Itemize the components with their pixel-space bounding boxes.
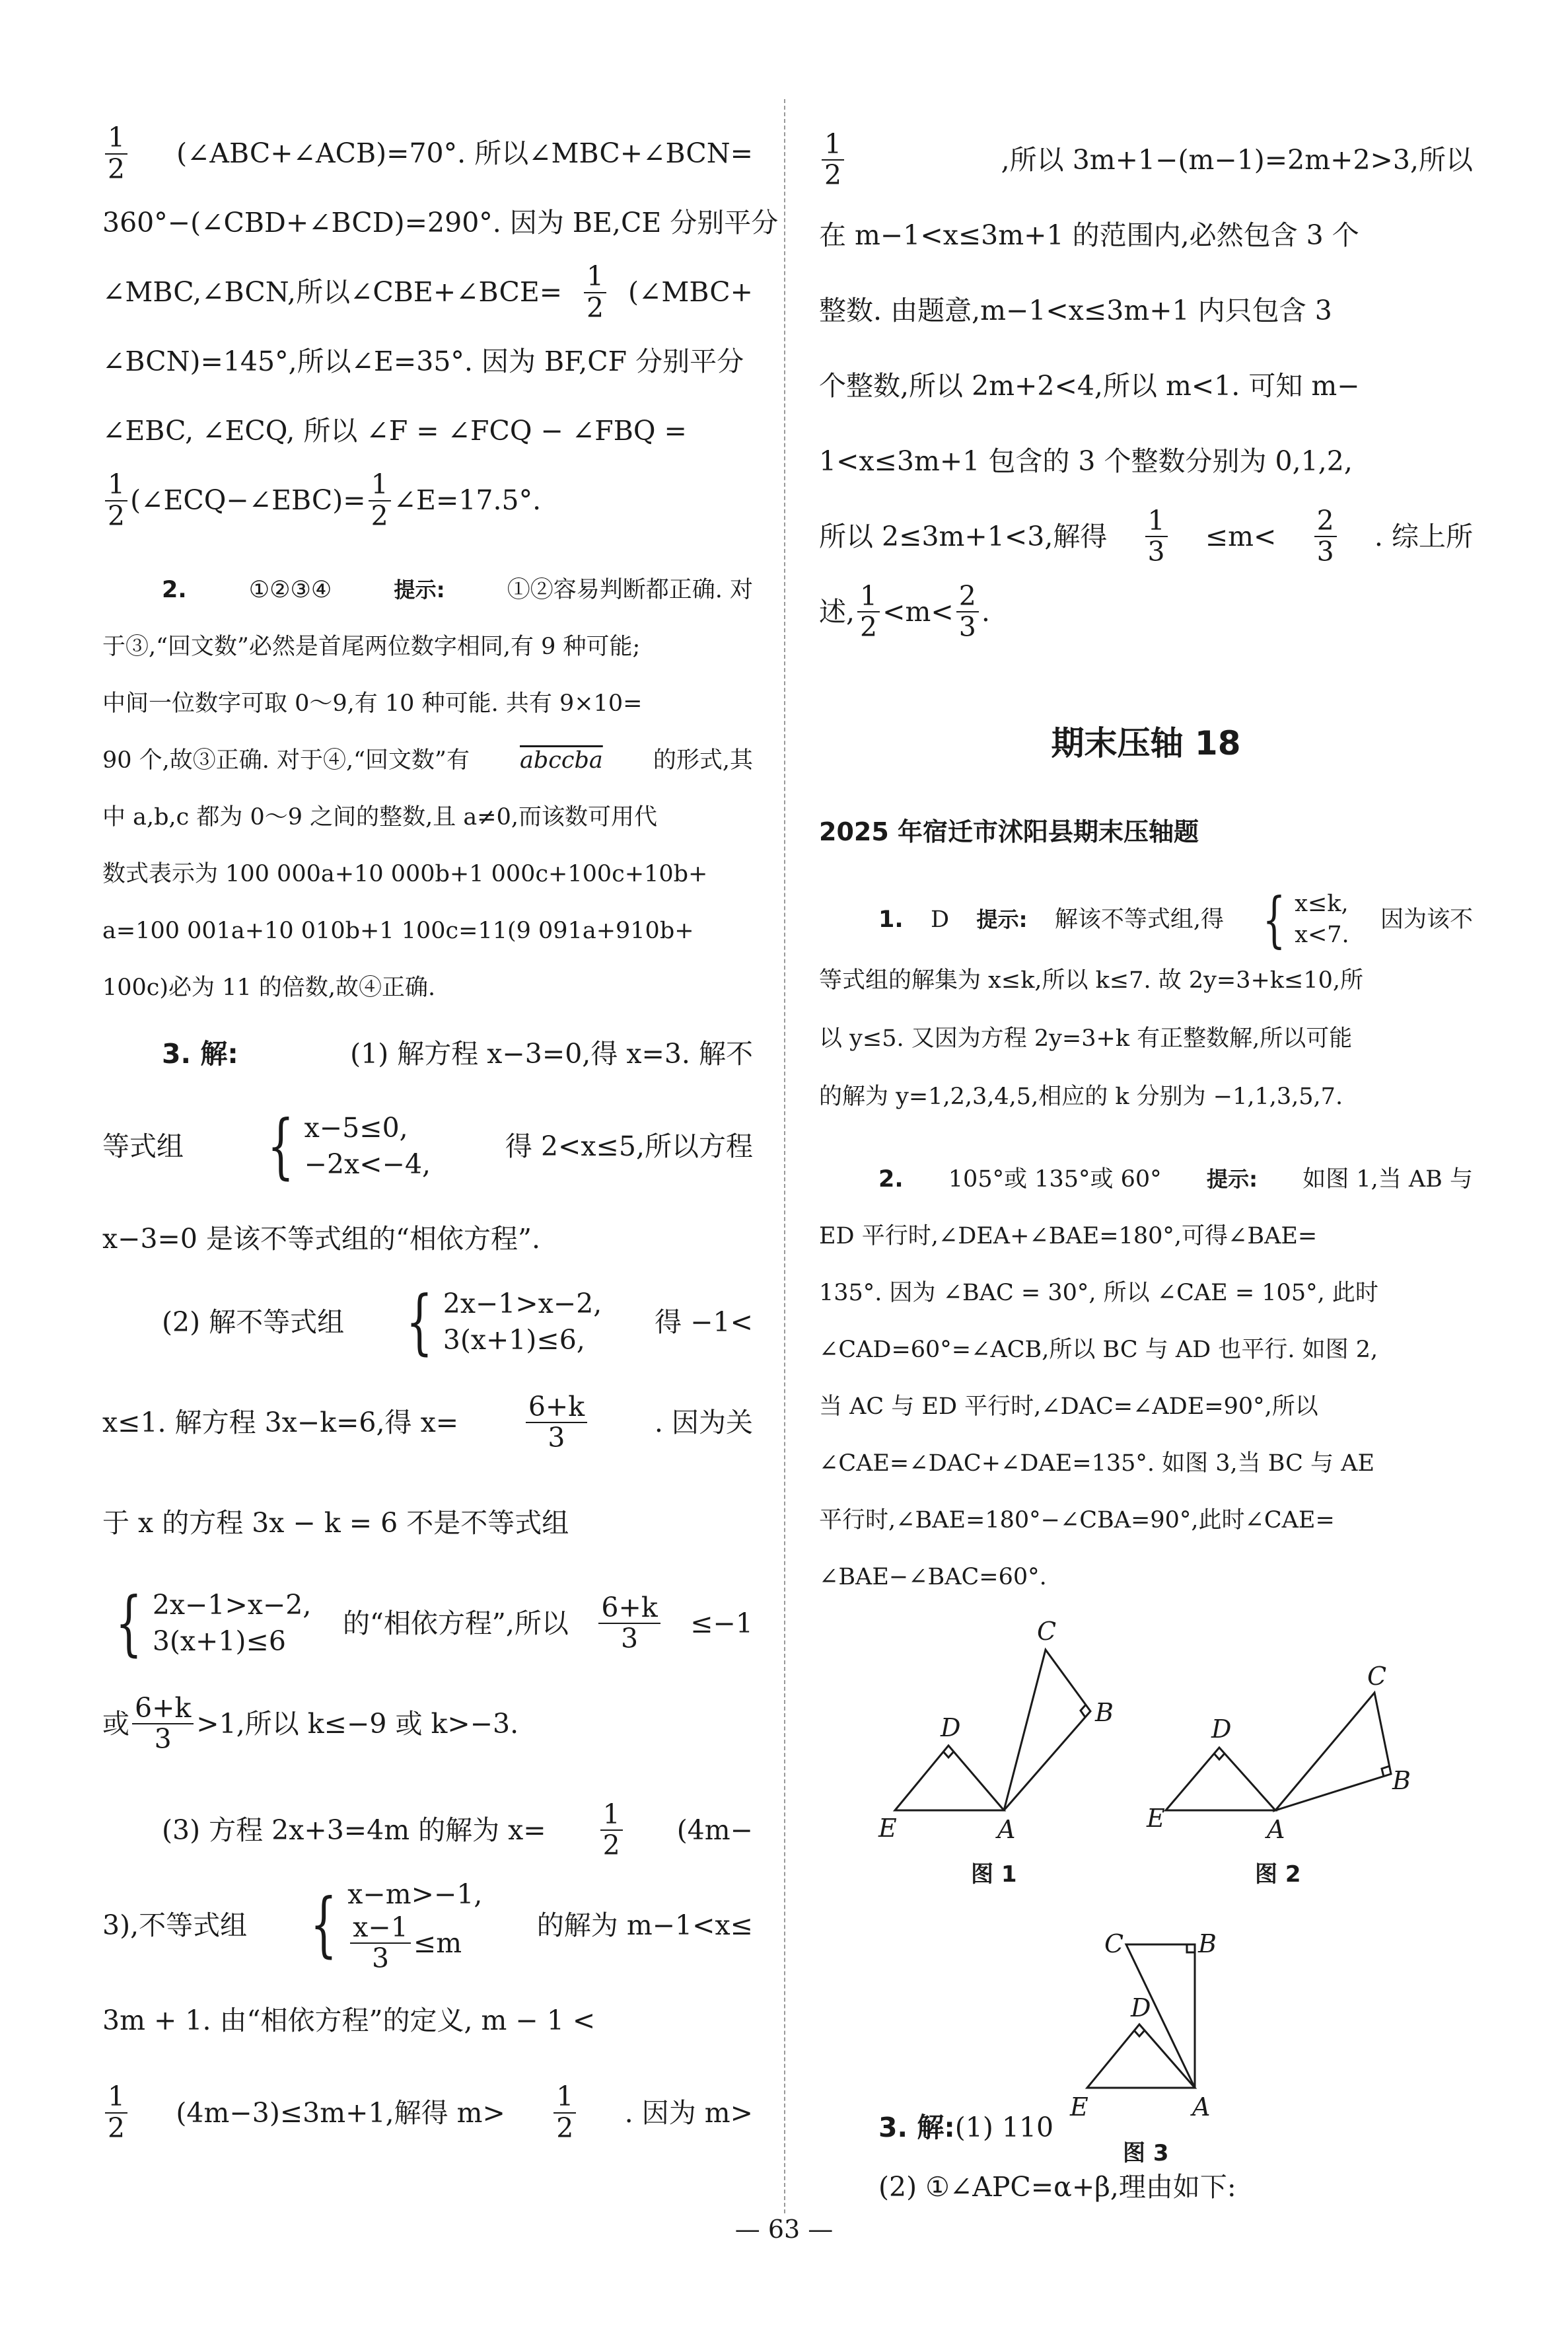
geometry-figures xyxy=(859,1599,1453,2180)
text-run: D xyxy=(930,906,950,934)
text-line xyxy=(819,1321,1473,1378)
text-run: 3(x+1)≤6 xyxy=(152,1625,286,1657)
text-line xyxy=(102,789,753,846)
text-run: 因为该不 xyxy=(1380,906,1473,934)
text-run: . xyxy=(981,596,990,628)
text-run: 在 m−1<x≤3m+1 的范围内,必然包含 3 个 xyxy=(819,219,1359,251)
fraction-denominator: 2 xyxy=(556,2112,574,2144)
svg-text:D: D xyxy=(1131,1993,1151,2022)
text-run: 述, xyxy=(819,596,855,628)
right-angle-mark xyxy=(1214,1753,1225,1759)
svg-text:D: D xyxy=(1211,1715,1232,1744)
text-run: 等式组的解集为 x≤k,所以 k≤7. 故 2y=3+k≤10,所 xyxy=(819,967,1363,994)
system-row xyxy=(1295,920,1349,951)
text-line xyxy=(819,348,1473,424)
answer-block-angles xyxy=(102,119,779,535)
text-run: ED 平行时,∠DEA+∠BAE=180°,可得∠BAE= xyxy=(819,1223,1318,1249)
text-line xyxy=(819,2098,1473,2157)
fraction xyxy=(956,581,979,642)
fraction-numerator: 1 xyxy=(105,470,127,501)
text-run: ①②容易判断都正确. 对 xyxy=(507,577,753,603)
fraction-denominator: 2 xyxy=(371,499,388,532)
fraction xyxy=(822,129,844,190)
system-row xyxy=(304,1146,431,1183)
fraction-numerator: 2 xyxy=(1314,506,1337,537)
text-run: ∠CAD=60°=∠ACB,所以 BC 与 AD 也平行. 如图 2, xyxy=(819,1337,1378,1363)
figure-caption: 图 1 xyxy=(971,1861,1017,1888)
text-run: (2) 解不等式组 xyxy=(162,1306,345,1338)
text-line xyxy=(819,1068,1473,1126)
system-row xyxy=(153,1587,312,1623)
text-line xyxy=(102,2067,753,2159)
text-line xyxy=(102,1573,753,1674)
svg-text:C: C xyxy=(1037,1617,1057,1646)
svg-text:E: E xyxy=(878,1814,897,1843)
text-run: 得 −1< xyxy=(655,1306,753,1338)
text-run: ∠EBC, ∠ECQ, 所以 ∠F = ∠FCQ − ∠FBQ = xyxy=(102,415,687,447)
fraction xyxy=(600,1800,623,1861)
fraction xyxy=(369,470,391,531)
text-run: 3),不等式组 xyxy=(102,1909,248,1941)
text-line xyxy=(819,1151,1473,1208)
fraction xyxy=(857,581,880,642)
text-run: 的解为 y=1,2,3,4,5,相应的 k 分别为 −1,1,3,5,7. xyxy=(819,1083,1343,1110)
text-run: 于 x 的方程 3x − k = 6 不是不等式组 xyxy=(102,1507,569,1539)
text-run: ,所以 3m+1−(m−1)=2m+2>3,所以 xyxy=(1001,144,1473,176)
fraction-numerator: 1 xyxy=(369,470,391,501)
text-run: 个整数,所以 2m+2<4,所以 m<1. 可知 m− xyxy=(819,370,1360,402)
figure-caption: 图 3 xyxy=(1123,2140,1169,2166)
fraction-denominator: 2 xyxy=(587,291,604,324)
text-line xyxy=(102,1272,753,1372)
system-row xyxy=(443,1286,602,1322)
svg-text:C: C xyxy=(1367,1662,1387,1691)
text-run: 的解为 m−1<x≤ xyxy=(536,1909,753,1941)
text-line xyxy=(819,1010,1473,1068)
inequality-system xyxy=(301,1876,482,1974)
text-line xyxy=(102,1473,753,1573)
fraction xyxy=(132,1693,194,1754)
fraction-denominator: 3 xyxy=(620,1623,639,1654)
text-run: 平行时,∠BAE=180°−∠CBA=90°,此时∠CAE= xyxy=(819,1507,1335,1533)
text-run: ≤m xyxy=(413,1927,462,1959)
system-row xyxy=(347,1876,482,1913)
text-line xyxy=(819,424,1473,499)
item-number: 3. 解: xyxy=(162,1038,238,1070)
text-line xyxy=(819,1265,1473,1321)
svg-text:B: B xyxy=(1392,1766,1411,1795)
text-line xyxy=(102,1008,753,1100)
answer-block-continued xyxy=(819,122,1473,649)
text-line xyxy=(819,198,1473,273)
text-line xyxy=(102,466,753,535)
text-line xyxy=(102,1372,753,1473)
text-run: ①②③④ xyxy=(248,577,332,603)
system-row xyxy=(347,1913,482,1974)
text-run: 或 xyxy=(102,1708,129,1740)
fraction-denominator: 3 xyxy=(372,1942,390,1975)
right-angle-mark xyxy=(1134,2030,1145,2036)
text-line xyxy=(102,1193,753,1285)
answer-block-r-q3 xyxy=(819,2098,1473,2217)
text-line xyxy=(819,1378,1473,1435)
text-run: 如图 1,当 AB 与 xyxy=(1302,1166,1473,1193)
fraction xyxy=(105,123,127,184)
text-run: 的形式,其 xyxy=(653,747,753,774)
system-row xyxy=(1295,889,1349,920)
text-line xyxy=(102,562,753,618)
item-number: 3. 解: xyxy=(878,2112,955,2143)
system-row xyxy=(443,1322,602,1358)
figure-1 xyxy=(878,1617,1114,1888)
text-line xyxy=(819,1549,1473,1605)
system-row xyxy=(304,1110,431,1146)
item-number: 2. xyxy=(162,577,187,603)
fraction-numerator: 1 xyxy=(600,1800,623,1831)
svg-text:A: A xyxy=(997,1815,1016,1844)
text-run: 中间一位数字可取 0～9,有 10 种可能. 共有 9×10= xyxy=(102,690,643,717)
text-line xyxy=(102,846,753,903)
text-run: (∠ABC+∠ACB)=70°. 所以∠MBC+∠BCN= xyxy=(176,137,753,169)
text-run: <m< xyxy=(882,596,954,628)
text-run: 360°−(∠CBD+∠BCD)=290°. 因为 BE,CE 分别平分 xyxy=(102,207,779,239)
text-run: 100c)必为 11 的倍数,故④正确. xyxy=(102,975,436,1001)
text-run: 以 y≤5. 又因为方程 2y=3+k 有正整数解,所以可能 xyxy=(819,1025,1353,1052)
figure-2 xyxy=(1146,1662,1411,1888)
text-run: { 2x−1>x−2, xyxy=(152,1588,312,1621)
text-run: 105°或 135°或 60° xyxy=(948,1166,1162,1193)
text-run: ∠MBC,∠BCN,所以∠CBE+∠BCE= xyxy=(102,276,563,308)
svg-text:B: B xyxy=(1095,1698,1114,1727)
text-run: (4m−3)≤3m+1,解得 m> xyxy=(176,2096,505,2129)
text-run: (∠ECQ−∠EBC)= xyxy=(130,484,366,516)
text-line xyxy=(819,2157,1473,2217)
fraction xyxy=(1145,506,1168,567)
item-number: 1. xyxy=(878,906,904,934)
inequality-system xyxy=(258,1110,431,1183)
fraction-denominator: 3 xyxy=(958,611,976,643)
fraction xyxy=(105,2082,127,2143)
answer-block-r-q2 xyxy=(819,1151,1473,1605)
text-line xyxy=(102,1876,753,1974)
text-run: 解该不等式组,得 xyxy=(1054,906,1224,934)
text-run: { 2x−1>x−2, xyxy=(443,1287,602,1319)
text-line xyxy=(102,1674,753,1774)
text-run: a=100 001a+10 010b+1 100c=11(9 091a+910b+ xyxy=(102,918,694,944)
fraction-denominator: 2 xyxy=(824,159,842,191)
text-line xyxy=(819,1492,1473,1549)
text-run: 当 AC 与 ED 平行时,∠DAC=∠ADE=90°,所以 xyxy=(819,1393,1318,1420)
text-line xyxy=(102,1100,753,1193)
fraction xyxy=(1314,506,1337,567)
text-line xyxy=(819,951,1473,1010)
fraction-denominator: 3 xyxy=(548,1422,565,1454)
text-run: { x−m>−1, xyxy=(347,1878,483,1910)
svg-text:D: D xyxy=(941,1713,961,1742)
overlined-number: abccba xyxy=(520,747,603,774)
section-subtitle: 2025 年宿迁市沭阳县期末压轴题 xyxy=(819,817,1199,846)
text-line xyxy=(102,327,753,396)
svg-text:E: E xyxy=(1070,2092,1088,2122)
system-rows xyxy=(443,1286,602,1359)
text-run: 所以 2≤3m+1<3,解得 xyxy=(819,521,1108,552)
text-run: 的“相依方程”,所以 xyxy=(342,1607,569,1639)
fraction-numerator: 1 xyxy=(105,2082,127,2113)
fraction-denominator: 2 xyxy=(108,2112,125,2144)
fraction xyxy=(553,2082,576,2143)
fraction-numerator: 6+k xyxy=(598,1593,660,1624)
page-number: — 63 — xyxy=(734,2215,834,2244)
text-line xyxy=(819,273,1473,348)
answer-block-r-q1 xyxy=(819,889,1473,1126)
text-run: (1) 110 xyxy=(954,2112,1054,2143)
text-run: (2) ①∠APC=α+β,理由如下: xyxy=(878,2171,1236,2203)
text-run: . 因为 m> xyxy=(624,2096,753,2129)
text-line xyxy=(102,258,753,327)
inequality-system xyxy=(106,1587,311,1660)
text-run: 3m + 1. 由“相依方程”的定义, m − 1 < xyxy=(102,2004,596,2036)
svg-text:A: A xyxy=(1192,2092,1211,2122)
fraction xyxy=(584,262,606,322)
text-run: { x≤k, xyxy=(1295,891,1349,917)
text-run: 3(x+1)≤6, xyxy=(443,1324,585,1356)
text-run: x−3=0 是该不等式组的“相依方程”. xyxy=(102,1223,540,1255)
text-line xyxy=(819,122,1473,198)
item-number: 2. xyxy=(878,1166,904,1193)
svg-text:C: C xyxy=(1104,1929,1124,1958)
text-run: −2x<−4, xyxy=(304,1148,431,1180)
text-run: x≤1. 解方程 3x−k=6,得 x= xyxy=(102,1407,459,1438)
text-line xyxy=(102,1784,753,1876)
system-rows xyxy=(153,1587,312,1660)
right-angle-mark xyxy=(1081,1705,1086,1717)
hint-label: 提示: xyxy=(976,907,1028,933)
text-line xyxy=(819,1208,1473,1265)
fraction xyxy=(526,1392,587,1453)
text-run: x<7. xyxy=(1295,922,1349,949)
text-run: ∠CAE=∠DAC+∠DAE=135°. 如图 3,当 BC 与 AE xyxy=(819,1450,1374,1477)
text-run: 整数. 由题意,m−1<x≤3m+1 内只包含 3 xyxy=(819,295,1332,326)
fraction-denominator: 2 xyxy=(860,611,878,643)
fraction-denominator: 2 xyxy=(602,1829,620,1861)
fraction-denominator: 3 xyxy=(1147,536,1165,568)
fraction-denominator: 3 xyxy=(1316,536,1334,568)
system-rows xyxy=(1295,889,1349,951)
text-run: ∠BCN)=145°,所以∠E=35°. 因为 BF,CF 分别平分 xyxy=(102,346,744,377)
text-line xyxy=(102,119,753,188)
text-run: 1<x≤3m+1 包含的 3 个整数分别为 0,1,2, xyxy=(819,445,1353,477)
text-line xyxy=(102,732,753,789)
right-angle-mark xyxy=(1187,1944,1195,1952)
section-title: 期末压轴 18 xyxy=(1051,724,1241,762)
fraction-numerator: 2 xyxy=(956,581,979,612)
answer-block-q3-part2 xyxy=(102,1272,753,1774)
fraction xyxy=(350,1913,411,1974)
text-line xyxy=(819,499,1473,574)
text-run: ∠E=17.5°. xyxy=(393,484,542,516)
text-line xyxy=(102,675,753,732)
text-run: . 因为关 xyxy=(654,1407,753,1438)
text-run: ≤−1 xyxy=(690,1607,753,1639)
text-run: 等式组 xyxy=(102,1130,184,1162)
text-run: 90 个,故③正确. 对于④,“回文数”有 xyxy=(102,747,470,774)
text-run: ∠BAE−∠BAC=60°. xyxy=(819,1564,1047,1590)
fraction xyxy=(105,470,127,531)
system-rows xyxy=(304,1110,431,1183)
text-line xyxy=(102,618,753,675)
text-run: (∠MBC+ xyxy=(628,276,753,308)
text-line xyxy=(819,1435,1473,1492)
text-run: (4m− xyxy=(676,1814,753,1846)
answer-block-q2-palindrome xyxy=(102,562,753,1016)
text-run: (3) 方程 2x+3=4m 的解为 x= xyxy=(162,1814,546,1846)
fraction-numerator: x−1 xyxy=(350,1913,411,1944)
right-angle-mark xyxy=(943,1752,954,1757)
text-line xyxy=(102,396,753,466)
column-divider xyxy=(784,99,785,2213)
text-run: 于③,“回文数”必然是首尾两位数字相同,有 9 种可能; xyxy=(102,634,641,660)
text-line xyxy=(819,574,1473,649)
svg-text:B: B xyxy=(1198,1929,1217,1958)
fraction-numerator: 6+k xyxy=(526,1392,587,1423)
system-row xyxy=(153,1623,312,1660)
svg-text:E: E xyxy=(1147,1804,1165,1833)
fraction-numerator: 1 xyxy=(553,2082,576,2113)
text-run: (1) 解方程 x−3=0,得 x=3. 解不 xyxy=(350,1038,753,1070)
fraction-denominator: 2 xyxy=(108,153,125,185)
text-line xyxy=(102,1974,753,2067)
text-run: 得 2<x≤5,所以方程 xyxy=(505,1130,753,1162)
fraction-numerator: 1 xyxy=(1145,506,1168,537)
text-run: 数式表示为 100 000a+10 000b+1 000c+100c+10b+ xyxy=(102,861,708,887)
fraction-denominator: 3 xyxy=(154,1723,172,1755)
hint-label: 提示: xyxy=(394,577,445,603)
fraction-numerator: 1 xyxy=(857,581,880,612)
text-line xyxy=(102,188,779,258)
text-run: >1,所以 k≤−9 或 k>−3. xyxy=(196,1708,519,1740)
answer-block-q3-part1 xyxy=(102,1008,753,1285)
hint-label: 提示: xyxy=(1206,1167,1258,1192)
answer-block-q3-part3 xyxy=(102,1784,753,2159)
system-rows xyxy=(347,1876,482,1974)
fraction-denominator: 2 xyxy=(108,499,125,532)
fraction-numerator: 1 xyxy=(822,129,844,161)
text-run: ≤m< xyxy=(1205,521,1277,552)
text-line xyxy=(102,903,753,959)
text-run: 135°. 因为 ∠BAC = 30°, 所以 ∠CAE = 105°, 此时 xyxy=(819,1280,1378,1306)
svg-text:A: A xyxy=(1267,1815,1285,1844)
text-line xyxy=(819,889,1473,951)
text-run: 中 a,b,c 都为 0～9 之间的整数,且 a≠0,而该数可用代 xyxy=(102,804,658,830)
inequality-system xyxy=(397,1286,602,1359)
text-run: . 综上所 xyxy=(1374,521,1473,552)
figure-caption: 图 2 xyxy=(1255,1861,1301,1888)
fraction-numerator: 6+k xyxy=(132,1693,194,1724)
fraction xyxy=(598,1593,660,1654)
inequality-system xyxy=(1255,889,1349,951)
fraction-numerator: 1 xyxy=(584,262,606,293)
fraction-numerator: 1 xyxy=(105,123,127,154)
text-run: { x−5≤0, xyxy=(304,1111,408,1144)
